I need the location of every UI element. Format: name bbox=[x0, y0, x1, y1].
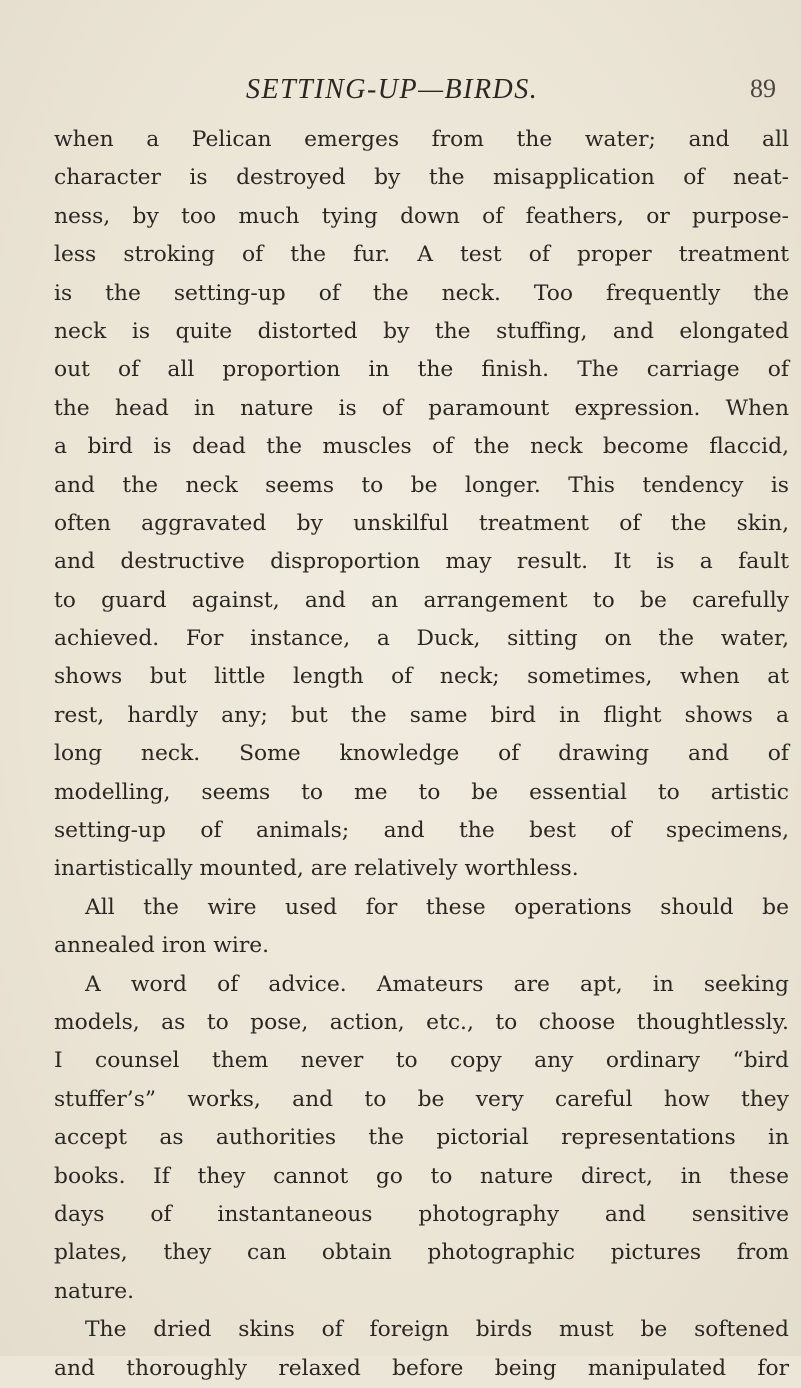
text-line: often aggravated by unskilful treatment of the skin, bbox=[54, 510, 789, 536]
running-title: SETTING-UP—BIRDS. bbox=[246, 74, 539, 105]
text-line: books. If they cannot go to nature direct, in these bbox=[54, 1163, 789, 1189]
text-line: rest, hardly any; but the same bird in flight shows a bbox=[54, 702, 789, 728]
text-line: neck is quite distorted by the stuffing, and elongated bbox=[54, 318, 789, 344]
text-line: annealed iron wire. bbox=[54, 933, 270, 959]
page-header bbox=[0, 74, 801, 114]
text-line: ness, by too much tying down of feathers, or purpose- bbox=[54, 203, 789, 229]
text-line: stuffer’s” works, and to be very careful how they bbox=[54, 1086, 789, 1112]
text-line: inartistically mounted, are relatively worthless. bbox=[54, 856, 579, 882]
text-line: and the neck seems to be longer. This tendency is bbox=[54, 472, 789, 498]
body-text bbox=[54, 121, 789, 1388]
text-line: is the setting-up of the neck. Too frequently the bbox=[54, 280, 789, 306]
text-line: accept as authorities the pictorial representations in bbox=[54, 1125, 789, 1151]
text-line: nature. bbox=[54, 1278, 135, 1304]
text-line: I counsel them never to copy any ordinary “bird bbox=[54, 1048, 789, 1074]
text-line: The dried skins of foreign birds must be softened bbox=[85, 1317, 789, 1343]
text-line: A word of advice. Amateurs are apt, in seeking bbox=[85, 971, 789, 997]
text-line: out of all proportion in the finish. The carriage of bbox=[54, 357, 789, 383]
text-line: plates, they can obtain photographic pictures from bbox=[54, 1240, 789, 1266]
text-line: models, as to pose, action, etc., to choose thoughtlessly. bbox=[54, 1009, 789, 1035]
text-line: a bird is dead the muscles of the neck become flaccid, bbox=[54, 434, 789, 460]
text-line: character is destroyed by the misapplication of neat- bbox=[54, 165, 789, 191]
text-line: and destructive disproportion may result. It is a fault bbox=[54, 549, 789, 575]
text-line: achieved. For instance, a Duck, sitting on the water, bbox=[54, 626, 789, 652]
text-line: less stroking of the fur. A test of proper treatment bbox=[54, 242, 789, 268]
text-line: to guard against, and an arrangement to be carefully bbox=[54, 587, 789, 613]
text-line: modelling, seems to me to be essential to artistic bbox=[54, 779, 789, 805]
text-line: when a Pelican emerges from the water; and all bbox=[54, 127, 789, 152]
text-line: the head in nature is of paramount expression. When bbox=[54, 395, 789, 421]
text-line: and thoroughly relaxed before being manipulated for bbox=[54, 1355, 789, 1381]
text-line: shows but little length of neck; sometimes, when at bbox=[54, 664, 789, 690]
text-line: days of instantaneous photography and sensitive bbox=[54, 1201, 789, 1227]
text-line: All the wire used for these operations should be bbox=[85, 894, 789, 920]
text-line: long neck. Some knowledge of drawing and of bbox=[54, 741, 789, 767]
text-line: setting-up of animals; and the best of specimens, bbox=[54, 818, 789, 844]
page-number: 89 bbox=[750, 74, 776, 103]
